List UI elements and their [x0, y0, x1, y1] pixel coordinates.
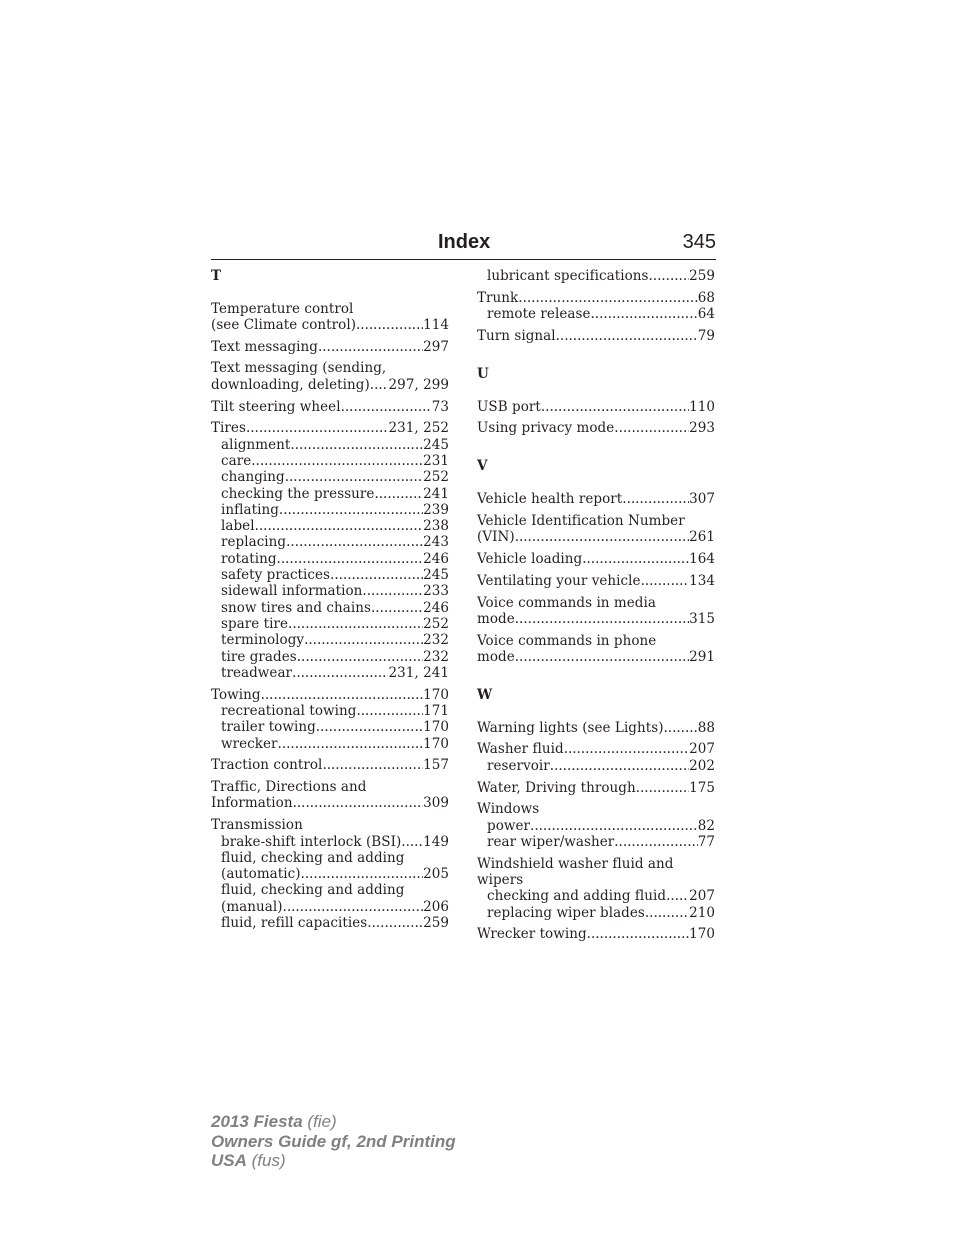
entry-text: Turn signal — [477, 327, 556, 344]
entry-text: USB port — [477, 398, 541, 415]
page-reference: 170 — [689, 926, 715, 943]
entry-text: Trunk — [477, 289, 519, 306]
entry-text: fluid, refill capacities — [221, 914, 368, 931]
entry-text: inflating — [221, 501, 279, 518]
dot-leader — [370, 377, 389, 393]
dot-leader — [290, 437, 423, 453]
index-subentry-line — [211, 915, 449, 931]
index-entry-line — [477, 551, 715, 567]
index-subentry-line — [211, 600, 449, 616]
dot-leader — [530, 818, 698, 834]
page-reference: 241 — [423, 485, 449, 502]
index-subentry-line — [211, 850, 449, 866]
page-reference: 110 — [689, 398, 715, 415]
index-entry — [477, 595, 715, 628]
entry-text: fluid, checking and adding — [221, 882, 405, 899]
page-reference: 245 — [423, 436, 449, 453]
entry-text: care — [221, 452, 252, 469]
dot-leader — [251, 453, 423, 469]
entry-text: Voice commands in media — [477, 594, 656, 611]
entry-text: Using privacy mode — [477, 420, 615, 437]
index-entry — [477, 856, 715, 921]
index-subentry-line — [211, 583, 449, 599]
index-subentry-line — [477, 888, 715, 904]
index-subentry-line — [477, 306, 715, 322]
entry-text: sidewall information — [221, 583, 363, 600]
dot-leader — [587, 926, 689, 942]
page-reference: 64 — [697, 306, 715, 323]
index-subentry-line — [211, 469, 449, 485]
index-entry-line — [477, 633, 715, 649]
index-entry — [477, 399, 715, 415]
page-reference: 231, 252 — [388, 420, 449, 437]
index-entry — [477, 801, 715, 850]
page-reference: 77 — [697, 833, 715, 850]
dot-leader — [261, 687, 423, 703]
index-subentry-line — [211, 719, 449, 735]
index-entry — [477, 551, 715, 567]
footer-guide: Owners Guide gf, 2nd Printing — [211, 1131, 456, 1151]
index-letter-heading: W — [477, 687, 493, 704]
index-subentry-line — [477, 834, 715, 850]
dot-leader — [297, 649, 423, 665]
page-title: Index — [438, 231, 491, 253]
entry-text: fluid, checking and adding — [221, 849, 405, 866]
dot-leader — [341, 399, 432, 415]
index-entry — [211, 757, 449, 773]
dot-leader — [550, 758, 689, 774]
entry-text: changing — [221, 469, 285, 486]
dot-leader — [564, 741, 689, 757]
index-subentry-line — [211, 616, 449, 632]
entry-text: Warning lights (see Lights) — [477, 719, 664, 736]
page-reference: 238 — [423, 518, 449, 535]
entry-text: (VIN) — [477, 529, 515, 546]
entry-text: remote release — [487, 306, 591, 323]
page-reference: 307 — [689, 491, 715, 508]
entry-text: lubricant specifications — [487, 268, 649, 284]
index-entry-line — [477, 420, 715, 436]
dot-leader — [255, 518, 424, 534]
letter-spacer — [211, 284, 449, 300]
entry-text: wrecker — [221, 735, 278, 752]
footer-line-1 — [211, 1112, 456, 1132]
dot-leader — [401, 834, 423, 850]
page-reference: 232 — [423, 648, 449, 665]
entry-text: replacing — [221, 534, 287, 551]
index-subentry-line — [477, 905, 715, 921]
dot-leader — [292, 665, 388, 681]
entry-text: checking and adding fluid — [487, 888, 667, 905]
index-subentry-line — [477, 268, 715, 284]
page-reference: 170 — [423, 686, 449, 703]
entry-text: terminology — [221, 632, 305, 649]
dot-leader — [356, 703, 423, 719]
page-reference: 171 — [423, 702, 449, 719]
index-subentry-line — [477, 758, 715, 774]
index-entry-line — [211, 687, 449, 703]
dot-leader — [541, 399, 689, 415]
index-entry — [477, 491, 715, 507]
entry-text: treadwear — [221, 664, 293, 681]
dot-leader — [614, 420, 689, 436]
entry-text: alignment — [221, 436, 291, 453]
page-reference: 297, 299 — [388, 376, 449, 393]
page-reference: 207 — [689, 888, 715, 905]
entry-text: Washer fluid — [477, 741, 564, 758]
dot-leader — [367, 915, 423, 931]
entry-text: Temperature control — [211, 300, 354, 317]
index-entry — [211, 301, 449, 334]
entry-text: Voice commands in phone — [477, 632, 657, 649]
index-entry — [211, 817, 449, 931]
entry-text: (manual) — [221, 898, 283, 915]
dot-leader — [283, 899, 424, 915]
entry-text: rotating — [221, 550, 277, 567]
dot-leader — [649, 268, 690, 284]
page-reference: 68 — [697, 289, 715, 306]
dot-leader — [246, 420, 389, 436]
index-entry — [211, 779, 449, 812]
entry-text: Traffic, Directions and — [211, 779, 367, 796]
page-header — [211, 230, 716, 260]
page-reference: 149 — [423, 833, 449, 850]
index-entry — [211, 420, 449, 681]
entry-text: Traction control — [211, 757, 323, 774]
entry-text: Wrecker towing — [477, 926, 587, 943]
letter-spacer — [477, 475, 715, 491]
index-entry-line — [477, 649, 715, 665]
entry-text: Text messaging — [211, 338, 318, 355]
index-entry-line — [211, 377, 449, 393]
index-entry — [477, 926, 715, 942]
index-entry — [477, 633, 715, 666]
index-entry — [477, 720, 715, 736]
page-reference: 261 — [689, 529, 715, 546]
index-entry — [211, 339, 449, 355]
index-subentry-line — [211, 632, 449, 648]
page-reference: 157 — [423, 757, 449, 774]
dot-leader — [316, 719, 423, 735]
page-reference: 232 — [423, 632, 449, 649]
index-entry — [477, 513, 715, 546]
entry-text: wipers — [477, 872, 524, 888]
page-reference: 206 — [423, 898, 449, 915]
page-reference: 210 — [689, 904, 715, 921]
entry-text: Vehicle loading — [477, 550, 583, 567]
page-reference: 252 — [423, 615, 449, 632]
page-reference: 164 — [689, 550, 715, 567]
index-entry-line — [211, 779, 449, 795]
index-entry-line — [477, 780, 715, 796]
dot-leader — [304, 632, 423, 648]
dot-leader — [356, 317, 423, 333]
dot-leader — [518, 290, 697, 306]
page-reference: 79 — [697, 327, 715, 344]
index-entry — [477, 268, 715, 284]
entry-text: safety practices — [221, 567, 331, 584]
entry-text: Vehicle Identification Number — [477, 512, 685, 529]
dot-leader — [279, 502, 423, 518]
index-entry-line — [477, 399, 715, 415]
page-reference: 309 — [423, 795, 449, 812]
footer-line-3 — [211, 1151, 456, 1171]
letter-spacer — [477, 442, 715, 458]
index-entry-line — [211, 301, 449, 317]
index-entry-line — [211, 399, 449, 415]
index-subentry-line — [211, 736, 449, 752]
entry-text: Tilt steering wheel — [211, 398, 341, 415]
dot-leader — [645, 905, 689, 921]
index-subentry-line — [211, 649, 449, 665]
entry-text: snow tires and chains — [221, 599, 371, 616]
index-entry — [477, 328, 715, 344]
index-entry-line — [477, 595, 715, 611]
index-subentry-line — [211, 453, 449, 469]
letter-spacer — [477, 671, 715, 687]
page-number: 345 — [682, 231, 716, 253]
entry-text: Tires — [211, 420, 246, 437]
index-entry-line — [477, 529, 715, 545]
entry-text: label — [221, 518, 255, 535]
index-letter-heading: V — [477, 458, 488, 475]
index-subentry-line — [211, 437, 449, 453]
index-entry-line — [477, 872, 715, 888]
entry-text: rear wiper/washer — [487, 833, 615, 850]
page-reference: 259 — [689, 268, 715, 284]
dot-leader — [322, 757, 423, 773]
entry-text: (automatic) — [221, 866, 301, 883]
dot-leader — [286, 534, 423, 550]
index-entry-line — [477, 611, 715, 627]
dot-leader — [664, 720, 698, 736]
index-letter-heading: T — [211, 268, 222, 284]
entry-text: power — [487, 817, 531, 834]
index-entry-line — [477, 926, 715, 942]
index-subentry-line — [211, 703, 449, 719]
page-reference: 297 — [423, 338, 449, 355]
letter-spacer — [477, 350, 715, 366]
dot-leader — [515, 649, 689, 665]
page-reference: 88 — [697, 719, 715, 736]
index-entry-line — [477, 491, 715, 507]
index-subentry-line — [211, 866, 449, 882]
index-entry-line — [477, 856, 715, 872]
page-reference: 293 — [689, 420, 715, 437]
entry-text: recreational towing — [221, 702, 357, 719]
dot-leader — [636, 780, 689, 796]
page-reference: 114 — [423, 316, 449, 333]
entry-text: Towing — [211, 686, 261, 703]
index-entry-line — [211, 339, 449, 355]
page-reference: 259 — [423, 914, 449, 931]
index-entry — [477, 780, 715, 796]
entry-text: Vehicle health report — [477, 491, 623, 508]
index-entry — [477, 290, 715, 323]
dot-leader — [591, 306, 698, 322]
index-entry-line — [211, 360, 449, 376]
entry-text: Windshield washer fluid and — [477, 855, 674, 872]
footer-line-2 — [211, 1132, 456, 1152]
index-entry — [211, 687, 449, 752]
index-column-right — [477, 268, 715, 948]
index-entry-line — [477, 513, 715, 529]
page-reference: 246 — [423, 599, 449, 616]
index-subentry-line — [211, 534, 449, 550]
page-reference: 233 — [423, 583, 449, 600]
dot-leader — [293, 795, 424, 811]
entry-text: tire grades — [221, 648, 297, 665]
page-reference: 239 — [423, 501, 449, 518]
index-entry-line — [211, 795, 449, 811]
dot-leader — [515, 529, 689, 545]
dot-leader — [614, 834, 697, 850]
page-reference: 207 — [689, 741, 715, 758]
entry-text: checking the pressure — [221, 485, 375, 502]
dot-leader — [622, 491, 689, 507]
footer-market: USA — [211, 1151, 247, 1171]
page-reference: 175 — [689, 779, 715, 796]
entry-text: Transmission — [211, 817, 303, 834]
index-subentry-line — [211, 834, 449, 850]
dot-leader — [301, 866, 424, 882]
entry-text: trailer towing — [221, 719, 316, 736]
index-letter-heading: U — [477, 365, 489, 382]
entry-text: Ventilating your vehicle — [477, 572, 641, 589]
entry-text: mode — [477, 610, 515, 627]
footer-market-code: (fus) — [246, 1151, 286, 1171]
index-subentry-line — [211, 502, 449, 518]
page-reference: 73 — [431, 398, 449, 415]
dot-leader — [288, 616, 423, 632]
index-entry-line — [477, 720, 715, 736]
dot-leader — [277, 551, 424, 567]
page-footer — [211, 1112, 456, 1171]
index-subentry-line — [211, 567, 449, 583]
entry-text: mode — [477, 648, 515, 665]
page-reference: 252 — [423, 469, 449, 486]
index-entry-line — [477, 573, 715, 589]
page-reference: 170 — [423, 719, 449, 736]
letter-spacer — [477, 703, 715, 719]
entry-text: reservoir — [487, 757, 550, 774]
entry-text: spare tire — [221, 615, 289, 632]
index-entry — [211, 399, 449, 415]
page-reference: 231 — [423, 452, 449, 469]
dot-leader — [278, 736, 424, 752]
page-reference: 315 — [689, 610, 715, 627]
dot-leader — [515, 611, 689, 627]
index-subentry-line — [211, 518, 449, 534]
entry-text: Text messaging (sending, — [211, 360, 387, 377]
dot-leader — [371, 600, 423, 616]
index-entry-line — [211, 757, 449, 773]
index-subentry-line — [211, 882, 449, 898]
dot-leader — [582, 551, 689, 567]
entry-text: Information — [211, 795, 293, 812]
index-entry — [477, 573, 715, 589]
dot-leader — [374, 486, 423, 502]
dot-leader — [330, 567, 423, 583]
dot-leader — [641, 573, 690, 589]
page-reference: 245 — [423, 567, 449, 584]
index-subentry-line — [211, 486, 449, 502]
index-entry-line — [211, 817, 449, 833]
index-entry-line — [477, 328, 715, 344]
index-entry-line — [477, 741, 715, 757]
page-reference: 205 — [423, 866, 449, 883]
index-entry — [477, 420, 715, 436]
page-reference: 291 — [689, 648, 715, 665]
index-entry-line — [211, 317, 449, 333]
page-reference: 246 — [423, 550, 449, 567]
dot-leader — [362, 583, 423, 599]
page-reference: 243 — [423, 534, 449, 551]
index-entry-line — [477, 290, 715, 306]
entry-text: brake-shift interlock (BSI) — [221, 833, 402, 850]
footer-model-code: (fie) — [302, 1112, 337, 1131]
index-subentry-line — [211, 899, 449, 915]
entry-text: Water, Driving through — [477, 779, 636, 796]
index-entry — [211, 360, 449, 393]
index-subentry-line — [211, 551, 449, 567]
index-subentry-line — [477, 818, 715, 834]
page-reference: 170 — [423, 735, 449, 752]
entry-text: downloading, deleting) — [211, 376, 370, 393]
page-reference: 231, 241 — [388, 664, 449, 681]
dot-leader — [556, 328, 698, 344]
index-column-left — [211, 268, 449, 937]
entry-text: (see Climate control) — [211, 316, 357, 333]
dot-leader — [666, 888, 689, 904]
index-entry-line — [211, 420, 449, 436]
index-subentry-line — [211, 665, 449, 681]
page-reference: 82 — [697, 817, 715, 834]
page-reference: 134 — [689, 572, 715, 589]
entry-text: Windows — [477, 801, 540, 818]
dot-leader — [285, 469, 423, 485]
letter-spacer — [477, 382, 715, 398]
footer-model: 2013 Fiesta — [211, 1112, 303, 1131]
entry-text: replacing wiper blades — [487, 904, 645, 921]
index-entry-line — [477, 801, 715, 817]
index-entry — [477, 741, 715, 774]
page-reference: 202 — [689, 757, 715, 774]
dot-leader — [318, 339, 423, 355]
